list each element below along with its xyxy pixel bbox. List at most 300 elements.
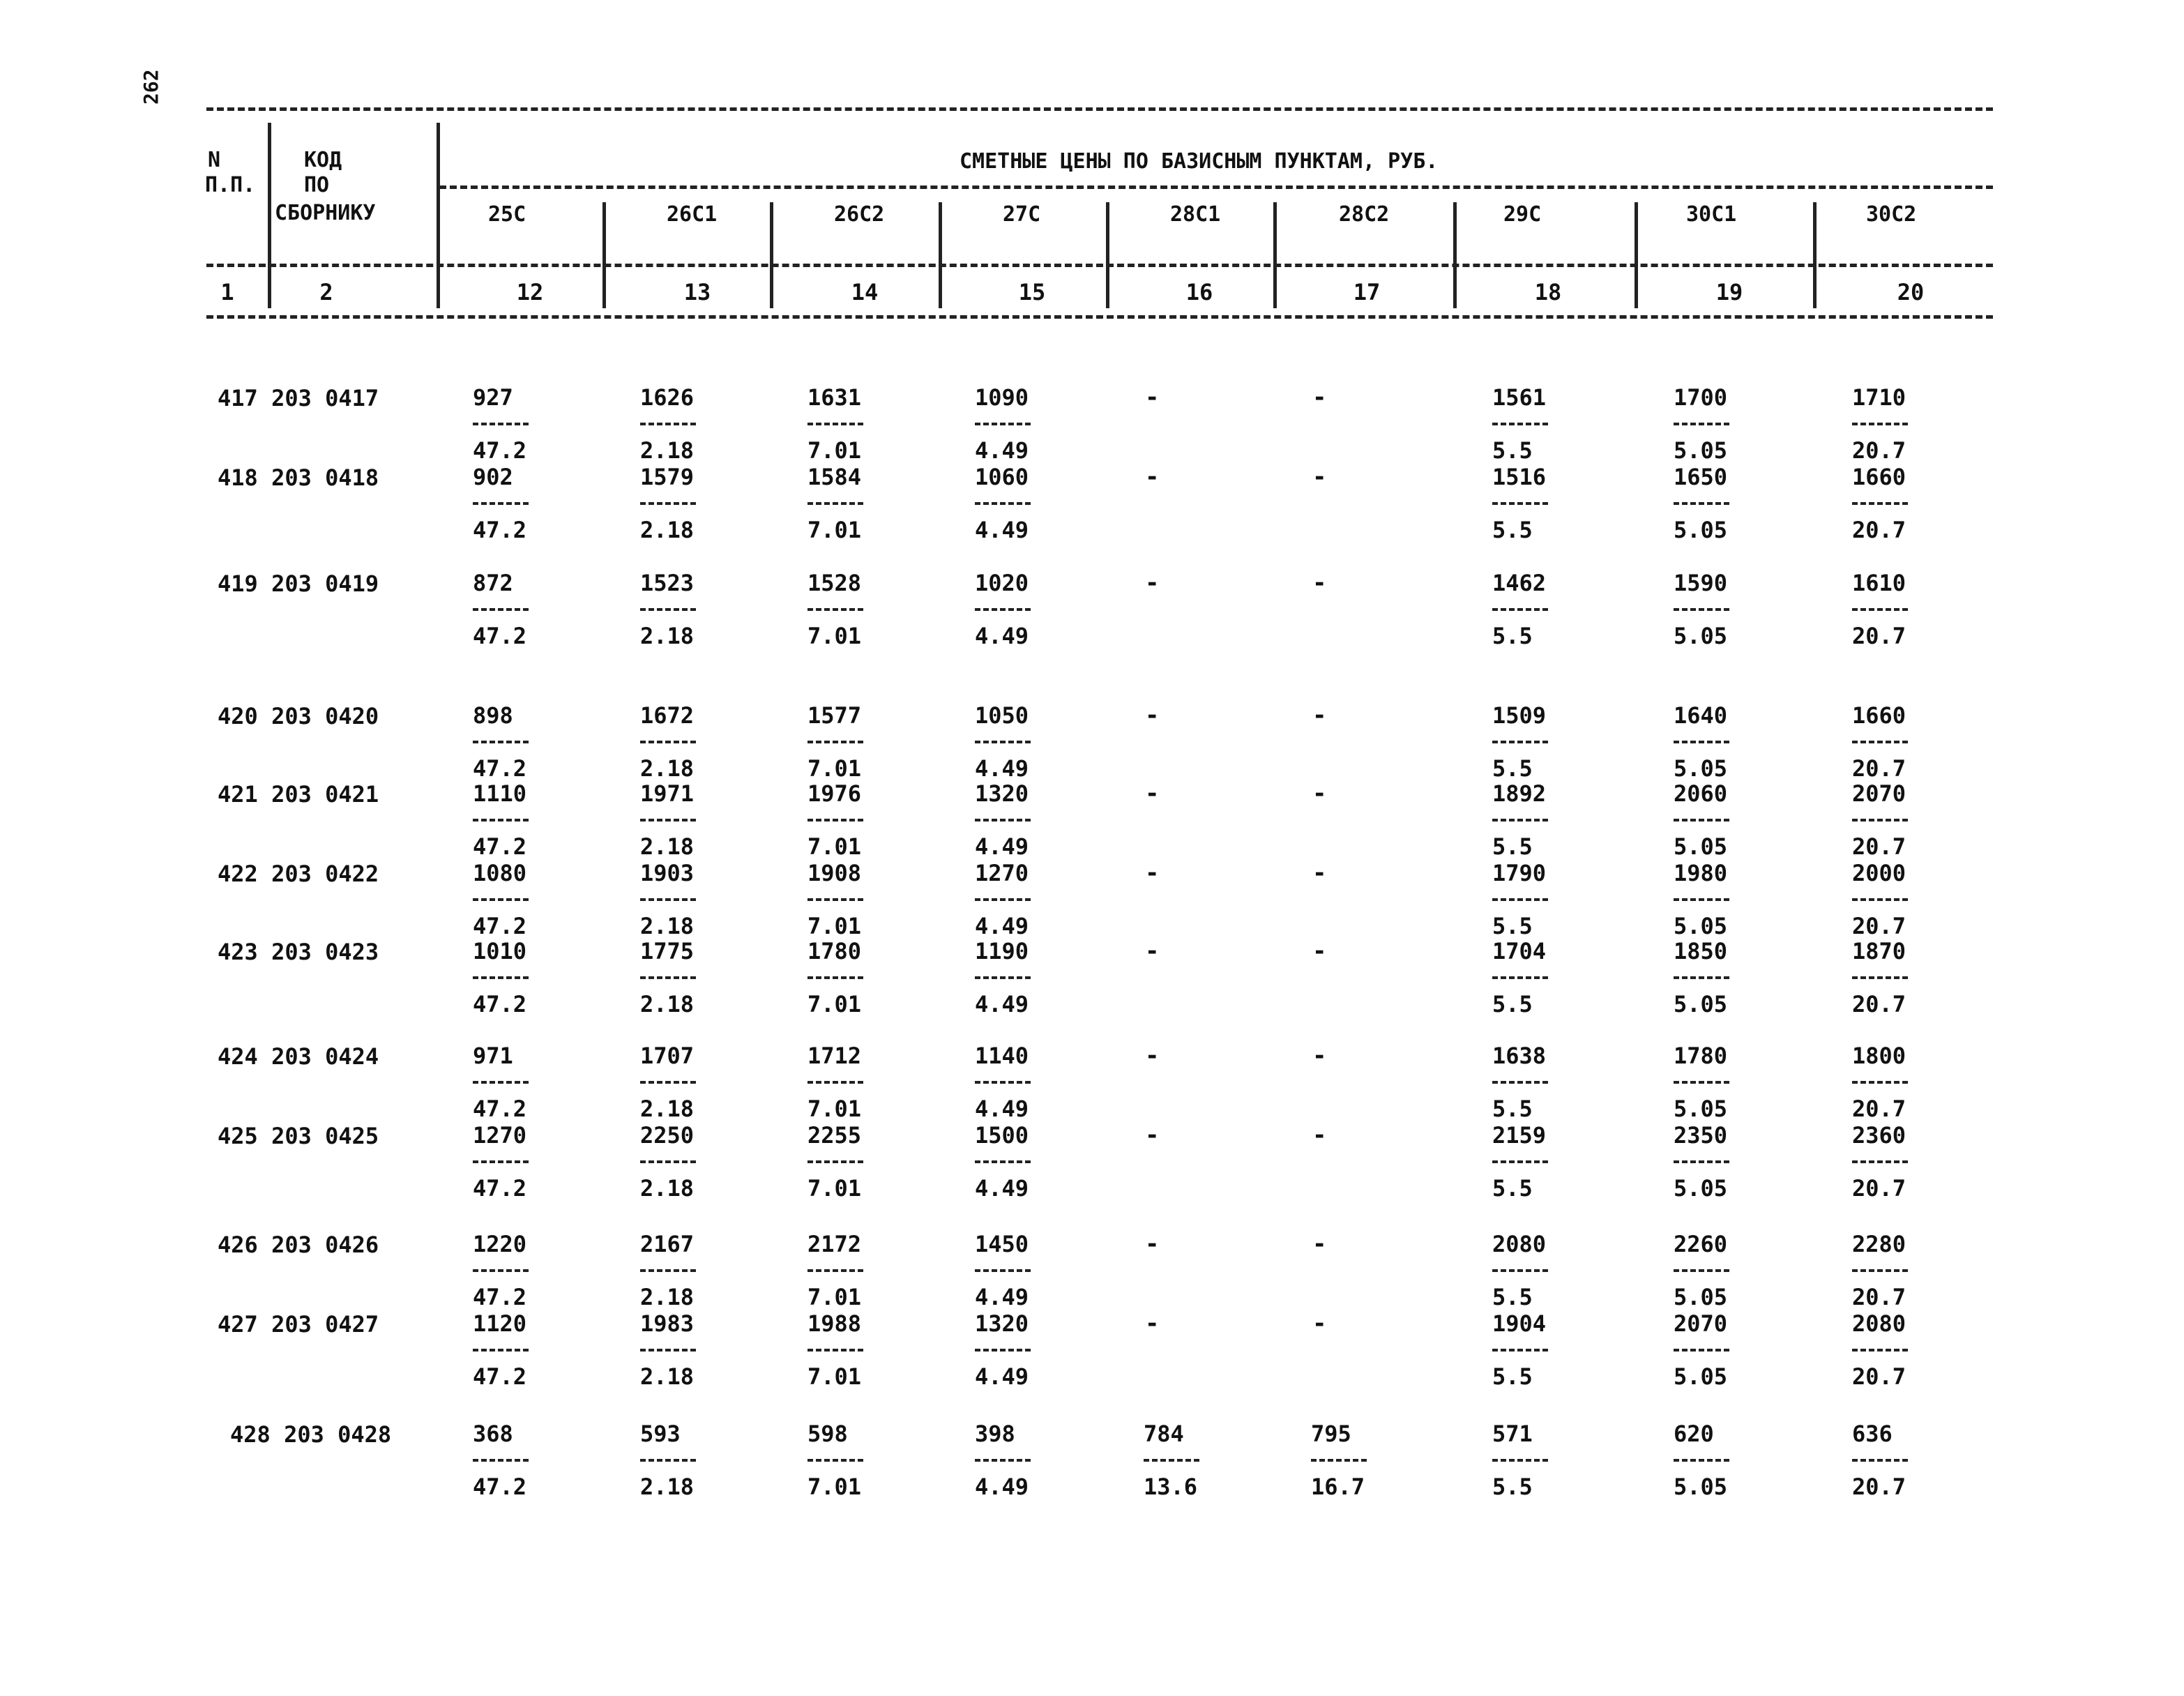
price-value: 598: [807, 1421, 848, 1447]
price-value: 1780: [1674, 1043, 1728, 1069]
fraction-bar: [1852, 1349, 1908, 1352]
row-code: 203 0417: [257, 385, 379, 411]
price-value: 2260: [1674, 1231, 1728, 1257]
price-cell: [1852, 781, 1950, 859]
fraction-bar: [1674, 1269, 1729, 1272]
price-value: 1584: [807, 464, 862, 490]
coefficient-value: 5.05: [1674, 437, 1728, 464]
fraction-bar: [1674, 976, 1729, 979]
empty-cell-dash: -: [1312, 702, 1327, 729]
empty-cell-dash: -: [1145, 780, 1160, 808]
header-column-label: 28С1: [1170, 202, 1221, 227]
coefficient-value: 4.49: [975, 913, 1029, 939]
price-cell: [807, 703, 905, 781]
price-value: 368: [473, 1421, 513, 1447]
price-cell: [473, 1421, 570, 1499]
row-label: [218, 1123, 379, 1149]
coefficient-value: 7.01: [807, 755, 862, 782]
price-value: 795: [1311, 1421, 1351, 1447]
price-value: 1707: [640, 1043, 695, 1069]
row-code: 203 0418: [257, 464, 379, 491]
fraction-bar: [1852, 1160, 1908, 1163]
coefficient-value: 5.5: [1492, 1175, 1533, 1202]
price-value: 1020: [975, 570, 1029, 596]
header-column-label: 25С: [488, 202, 526, 227]
price-value: 1710: [1852, 384, 1906, 411]
fraction-bar: [473, 819, 529, 821]
row-code: 203 0423: [257, 939, 379, 965]
coefficient-value: 5.5: [1492, 913, 1533, 939]
price-cell: [1492, 861, 1590, 939]
row-code: 203 0421: [257, 781, 379, 808]
price-cell: [975, 464, 1072, 543]
coefficient-value: 7.01: [807, 833, 862, 860]
row-number: 424: [218, 1043, 258, 1070]
col-divider: [1635, 202, 1638, 308]
empty-cell-dash: -: [1312, 780, 1327, 808]
coefficient-value: 20.7: [1852, 517, 1906, 543]
coefficient-value: 2.18: [640, 517, 695, 543]
fraction-bar: [1492, 898, 1548, 901]
empty-cell-dash: -: [1145, 1121, 1160, 1149]
price-cell: [1492, 570, 1590, 649]
price-value: 1190: [975, 938, 1029, 964]
fraction-bar: [975, 741, 1031, 743]
empty-cell-dash: -: [1312, 569, 1327, 597]
price-value: 1120: [473, 1310, 527, 1337]
price-value: 898: [473, 702, 513, 729]
price-value: 398: [975, 1421, 1015, 1447]
coefficient-value: 2.18: [640, 1363, 695, 1390]
header-code-label: ПО: [304, 173, 330, 197]
coefficient-value: 5.5: [1492, 517, 1533, 543]
price-cell: [807, 464, 905, 543]
header-n-label: N: [208, 148, 221, 172]
fraction-bar: [640, 423, 696, 425]
coefficient-value: 5.05: [1674, 755, 1728, 782]
price-value: 620: [1674, 1421, 1714, 1447]
coefficient-value: 4.49: [975, 1175, 1029, 1202]
fraction-bar: [975, 1459, 1031, 1462]
price-value: 1270: [975, 860, 1029, 886]
price-cell: [640, 1421, 738, 1499]
price-cell: [1674, 1311, 1771, 1389]
coefficient-value: 47.2: [473, 517, 527, 543]
price-cell: [473, 781, 570, 859]
price-cell: [1492, 385, 1590, 463]
price-cell: [1674, 385, 1771, 463]
header-column-label: 27С: [1003, 202, 1041, 227]
fraction-bar: [1492, 423, 1548, 425]
price-value: 1870: [1852, 938, 1906, 964]
coefficient-value: 5.5: [1492, 623, 1533, 649]
fraction-bar: [1852, 608, 1908, 611]
price-cell: [975, 939, 1072, 1017]
fraction-bar: [807, 1459, 863, 1462]
price-cell: [473, 703, 570, 781]
fraction-bar: [1674, 898, 1729, 901]
coefficient-value: 16.7: [1311, 1474, 1365, 1500]
fraction-bar: [807, 976, 863, 979]
column-number: 2: [319, 279, 333, 305]
coefficient-value: 7.01: [807, 437, 862, 464]
price-value: 1140: [975, 1043, 1029, 1069]
header-column-label: 26С2: [834, 202, 885, 227]
coefficient-value: 4.49: [975, 437, 1029, 464]
price-cell: [1852, 464, 1950, 543]
col-divider: [1106, 202, 1109, 308]
price-cell: [1674, 570, 1771, 649]
empty-cell-dash: -: [1145, 1042, 1160, 1070]
price-value: 1220: [473, 1231, 527, 1257]
fraction-bar: [1492, 741, 1548, 743]
price-cell: [1852, 1123, 1950, 1201]
column-number: 19: [1715, 279, 1743, 305]
fraction-bar: [640, 898, 696, 901]
fraction-bar: [1852, 819, 1908, 821]
price-cell: [1852, 1232, 1950, 1310]
price-value: 1850: [1674, 938, 1728, 964]
price-cell: [640, 385, 738, 463]
header-code-label: КОД: [304, 148, 342, 172]
price-cell: [1852, 1043, 1950, 1121]
row-code: 203 0419: [257, 570, 379, 597]
fraction-bar: [975, 898, 1031, 901]
coefficient-value: 5.05: [1674, 913, 1728, 939]
row-number: 425: [218, 1123, 258, 1149]
row-label: [218, 1043, 379, 1070]
coefficient-value: 2.18: [640, 437, 695, 464]
row-number: 420: [218, 703, 258, 729]
coefficient-value: 5.05: [1674, 991, 1728, 1017]
price-cell: [640, 861, 738, 939]
header-column-label: 26С1: [667, 202, 718, 227]
price-value: 1650: [1674, 464, 1728, 490]
col-divider: [770, 202, 773, 308]
coefficient-value: 20.7: [1852, 1096, 1906, 1122]
header-bottom-rule: [206, 315, 1993, 319]
fraction-bar: [1492, 608, 1548, 611]
coefficient-value: 20.7: [1852, 437, 1906, 464]
price-value: 2250: [640, 1122, 695, 1149]
coefficient-value: 2.18: [640, 913, 695, 939]
row-code: 203 0427: [257, 1311, 379, 1338]
price-value: 1775: [640, 938, 695, 964]
coefficient-value: 7.01: [807, 623, 862, 649]
price-value: 1638: [1492, 1043, 1547, 1069]
coefficient-value: 47.2: [473, 1175, 527, 1202]
price-value: 2172: [807, 1231, 862, 1257]
coefficient-value: 47.2: [473, 623, 527, 649]
fraction-bar: [1311, 1459, 1367, 1462]
price-value: 593: [640, 1421, 681, 1447]
row-code: 203 0422: [257, 861, 379, 887]
column-number: 12: [516, 279, 544, 305]
price-value: 2255: [807, 1122, 862, 1149]
empty-cell-dash: -: [1312, 1310, 1327, 1338]
price-cell: [1852, 939, 1950, 1017]
price-value: 2350: [1674, 1122, 1728, 1149]
coefficient-value: 47.2: [473, 1474, 527, 1500]
price-cell: [1674, 939, 1771, 1017]
fraction-bar: [1674, 608, 1729, 611]
price-value: 1626: [640, 384, 695, 411]
coefficient-value: 4.49: [975, 1474, 1029, 1500]
price-cell: [807, 781, 905, 859]
coefficient-value: 2.18: [640, 1175, 695, 1202]
price-cell: [1674, 781, 1771, 859]
fraction-bar: [473, 1349, 529, 1352]
empty-cell-dash: -: [1312, 937, 1327, 965]
col-divider: [602, 202, 606, 308]
header-mid-rule: [439, 186, 1993, 189]
price-value: 1800: [1852, 1043, 1906, 1069]
coefficient-value: 20.7: [1852, 1363, 1906, 1390]
price-cell: [807, 570, 905, 649]
row-label: [230, 1421, 391, 1448]
row-number: 417: [218, 385, 258, 411]
fraction-bar: [807, 741, 863, 743]
coefficient-value: 4.49: [975, 1096, 1029, 1122]
price-value: 1590: [1674, 570, 1728, 596]
fraction-bar: [473, 608, 529, 611]
price-cell: [1674, 861, 1771, 939]
col-divider: [1813, 202, 1817, 308]
row-code: 203 0428: [270, 1421, 392, 1448]
column-number: 17: [1353, 279, 1381, 305]
fraction-bar: [1492, 976, 1548, 979]
price-cell: [473, 1043, 570, 1121]
fraction-bar: [1144, 1459, 1199, 1462]
fraction-bar: [473, 1081, 529, 1084]
price-cell: [1492, 781, 1590, 859]
price-cell: [1492, 1311, 1590, 1389]
row-number: 419: [218, 570, 258, 597]
fraction-bar: [1852, 741, 1908, 743]
price-cell: [1492, 1123, 1590, 1201]
price-value: 784: [1144, 1421, 1184, 1447]
empty-cell-dash: -: [1145, 859, 1160, 887]
row-number: 418: [218, 464, 258, 491]
coefficient-value: 5.05: [1674, 1175, 1728, 1202]
fraction-bar: [1492, 1081, 1548, 1084]
price-value: 1320: [975, 780, 1029, 807]
empty-cell-dash: -: [1145, 1230, 1160, 1258]
coefficient-value: 47.2: [473, 913, 527, 939]
price-cell: [975, 1421, 1072, 1499]
fraction-bar: [1674, 1160, 1729, 1163]
price-value: 1971: [640, 780, 695, 807]
price-cell: [975, 570, 1072, 649]
fraction-bar: [1674, 1081, 1729, 1084]
empty-cell-dash: -: [1312, 1230, 1327, 1258]
price-cell: [1492, 464, 1590, 543]
price-value: 1090: [975, 384, 1029, 411]
fraction-bar: [640, 1160, 696, 1163]
fraction-bar: [975, 423, 1031, 425]
coefficient-value: 47.2: [473, 437, 527, 464]
price-cell: [975, 1311, 1072, 1389]
fraction-bar: [975, 1081, 1031, 1084]
price-cell: [640, 939, 738, 1017]
coefficient-value: 2.18: [640, 623, 695, 649]
price-value: 1988: [807, 1310, 862, 1337]
price-cell: [473, 464, 570, 543]
fraction-bar: [473, 423, 529, 425]
column-number: 16: [1185, 279, 1213, 305]
coefficient-value: 20.7: [1852, 1175, 1906, 1202]
fraction-bar: [473, 1160, 529, 1163]
fraction-bar: [1674, 502, 1729, 505]
price-cell: [640, 1311, 738, 1389]
row-label: [218, 385, 379, 411]
price-cell: [1492, 1232, 1590, 1310]
fraction-bar: [1852, 423, 1908, 425]
fraction-bar: [640, 502, 696, 505]
coefficient-value: 20.7: [1852, 913, 1906, 939]
coefficient-value: 4.49: [975, 1363, 1029, 1390]
fraction-bar: [1852, 976, 1908, 979]
coefficient-value: 13.6: [1144, 1474, 1198, 1500]
price-cell: [807, 1123, 905, 1201]
header-column-label: 29С: [1503, 202, 1542, 227]
price-value: 1631: [807, 384, 862, 411]
price-cell: [640, 570, 738, 649]
price-value: 1980: [1674, 860, 1728, 886]
empty-cell-dash: -: [1312, 1042, 1327, 1070]
price-value: 1712: [807, 1043, 862, 1069]
fraction-bar: [1492, 502, 1548, 505]
price-cell: [1144, 1421, 1241, 1499]
coefficient-value: 7.01: [807, 913, 862, 939]
price-cell: [1674, 1232, 1771, 1310]
price-value: 1080: [473, 860, 527, 886]
price-value: 1450: [975, 1231, 1029, 1257]
fraction-bar: [1674, 1349, 1729, 1352]
coefficient-value: 7.01: [807, 1175, 862, 1202]
coefficient-value: 47.2: [473, 833, 527, 860]
fraction-bar: [807, 608, 863, 611]
coefficient-value: 5.05: [1674, 1474, 1728, 1500]
column-number: 1: [220, 279, 234, 305]
empty-cell-dash: -: [1145, 569, 1160, 597]
price-value: 1462: [1492, 570, 1547, 596]
empty-cell-dash: -: [1145, 384, 1160, 411]
coefficient-value: 20.7: [1852, 833, 1906, 860]
coefficient-value: 7.01: [807, 1363, 862, 1390]
fraction-bar: [1674, 423, 1729, 425]
col-divider: [939, 202, 942, 308]
price-cell: [807, 939, 905, 1017]
price-value: 1903: [640, 860, 695, 886]
row-number: 421: [218, 781, 258, 808]
coefficient-value: 7.01: [807, 991, 862, 1017]
row-number: 428: [230, 1421, 271, 1448]
price-value: 1780: [807, 938, 862, 964]
coefficient-value: 4.49: [975, 623, 1029, 649]
fraction-bar: [1492, 1160, 1548, 1163]
fraction-bar: [1852, 502, 1908, 505]
coefficient-value: 5.5: [1492, 1284, 1533, 1310]
col-divider: [1453, 202, 1457, 308]
price-value: 1640: [1674, 702, 1728, 729]
price-value: 1700: [1674, 384, 1728, 411]
fraction-bar: [807, 423, 863, 425]
header-pp-label: П.П.: [205, 173, 256, 197]
price-cell: [1492, 703, 1590, 781]
price-cell: [640, 464, 738, 543]
fraction-bar: [1492, 1459, 1548, 1462]
price-cell: [640, 703, 738, 781]
price-cell: [807, 385, 905, 463]
price-value: 1060: [975, 464, 1029, 490]
row-number: 422: [218, 861, 258, 887]
price-value: 1672: [640, 702, 695, 729]
price-cell: [975, 385, 1072, 463]
row-label: [218, 464, 379, 491]
price-value: 1579: [640, 464, 695, 490]
header-title: СМЕТНЫЕ ЦЕНЫ ПО БАЗИСНЫМ ПУНКТАМ, РУБ.: [960, 149, 1439, 174]
coefficient-value: 47.2: [473, 1284, 527, 1310]
fraction-bar: [640, 976, 696, 979]
price-cell: [975, 781, 1072, 859]
row-label: [218, 703, 379, 729]
price-cell: [975, 861, 1072, 939]
price-cell: [1852, 861, 1950, 939]
column-number: 14: [851, 279, 879, 305]
price-cell: [807, 1043, 905, 1121]
coefficient-value: 2.18: [640, 991, 695, 1017]
coefficient-value: 20.7: [1852, 1284, 1906, 1310]
column-number: 20: [1897, 279, 1925, 305]
fraction-bar: [473, 502, 529, 505]
fraction-bar: [473, 976, 529, 979]
coefficient-value: 2.18: [640, 1474, 695, 1500]
price-value: 1892: [1492, 780, 1547, 807]
fraction-bar: [473, 741, 529, 743]
price-cell: [975, 1043, 1072, 1121]
coefficient-value: 5.05: [1674, 623, 1728, 649]
price-value: 1704: [1492, 938, 1547, 964]
price-cell: [807, 1311, 905, 1389]
price-cell: [640, 1123, 738, 1201]
coefficient-value: 2.18: [640, 1096, 695, 1122]
price-cell: [807, 861, 905, 939]
coefficient-value: 5.5: [1492, 991, 1533, 1017]
header-column-label: 30С1: [1686, 202, 1737, 227]
price-value: 1509: [1492, 702, 1547, 729]
coefficient-value: 47.2: [473, 991, 527, 1017]
fraction-bar: [807, 1349, 863, 1352]
col-divider: [437, 123, 440, 308]
row-label: [218, 570, 379, 597]
fraction-bar: [807, 819, 863, 821]
fraction-bar: [1492, 1269, 1548, 1272]
row-code: 203 0424: [257, 1043, 379, 1070]
fraction-bar: [975, 819, 1031, 821]
fraction-bar: [473, 1459, 529, 1462]
row-code: 203 0425: [257, 1123, 379, 1149]
row-label: [218, 1311, 379, 1338]
price-value: 2167: [640, 1231, 695, 1257]
coefficient-value: 5.5: [1492, 755, 1533, 782]
row-number: 427: [218, 1311, 258, 1338]
column-number: 15: [1018, 279, 1046, 305]
price-cell: [1492, 1421, 1590, 1499]
price-cell: [1852, 1311, 1950, 1389]
price-cell: [473, 570, 570, 649]
row-label: [218, 939, 379, 965]
